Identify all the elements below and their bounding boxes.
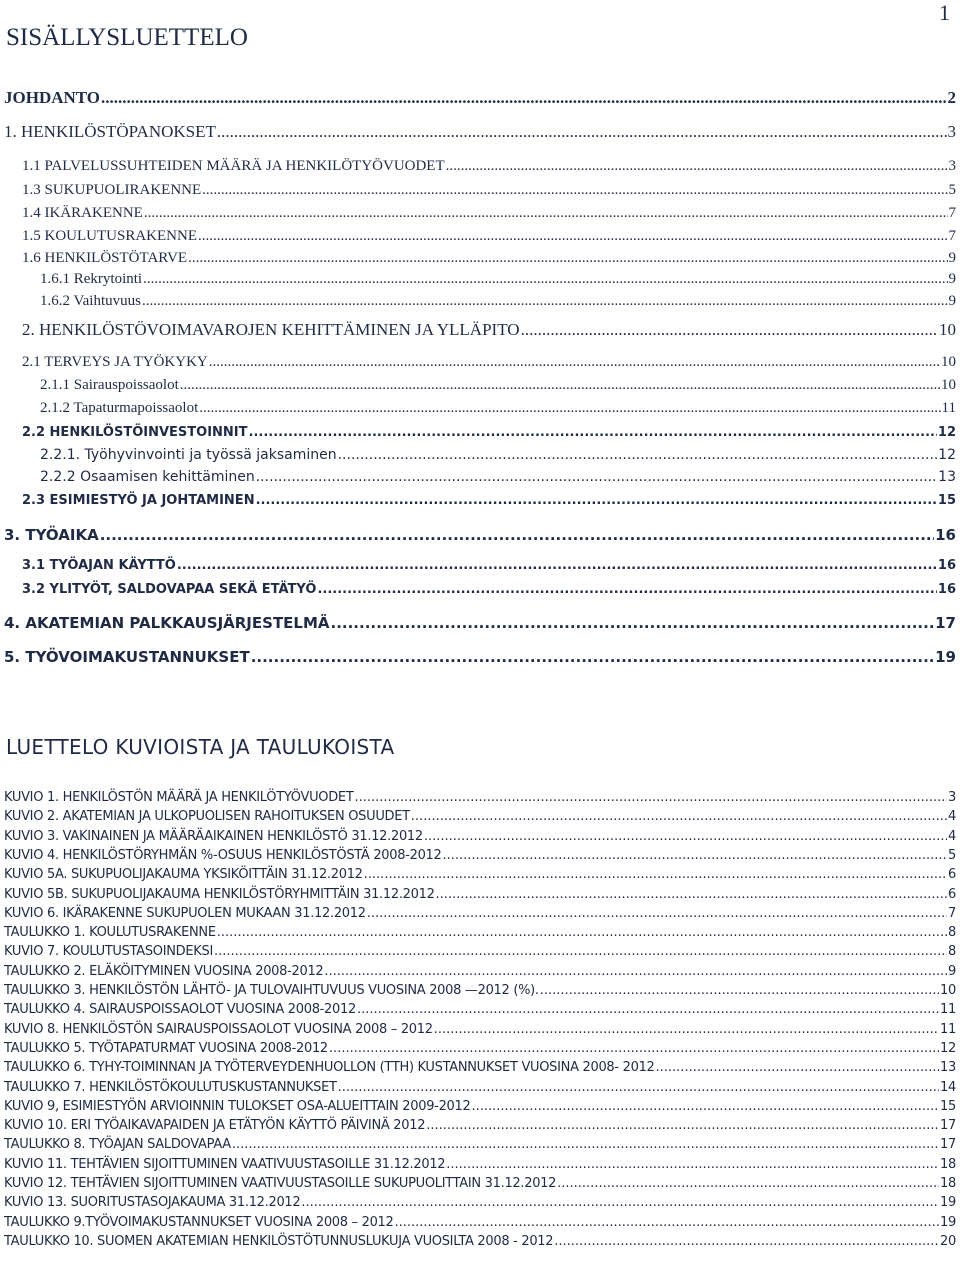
toc-entry[interactable] (22, 228, 956, 245)
dot-leader (198, 228, 948, 245)
figure-entry-page: 15 (940, 1098, 956, 1114)
figure-entry-page: 12 (940, 1040, 956, 1056)
figure-entry[interactable] (4, 1118, 956, 1133)
figure-entry-title: KUVIO 4. HENKILÖSTÖRYHMÄN %-OSUUS HENKILÖSTÖSTÄ 2008-2012 (4, 847, 442, 863)
figure-entry-page: 11 (940, 1021, 956, 1037)
toc-entry-title: 3. TYÖAIKA (4, 526, 99, 544)
dot-leader (202, 182, 947, 199)
dot-leader (338, 447, 938, 463)
dot-leader (317, 582, 936, 597)
figure-entry-page: 11 (940, 1002, 956, 1018)
toc-entry[interactable] (22, 558, 956, 573)
dot-leader (144, 205, 948, 222)
dot-leader (357, 1002, 939, 1017)
toc-entry[interactable] (22, 205, 956, 222)
toc-entry[interactable] (22, 493, 956, 508)
toc-entry[interactable] (4, 122, 956, 142)
toc-entry-page: 17 (935, 614, 956, 632)
figure-entry-page: 6 (948, 886, 956, 902)
figure-entry-title: KUVIO 13. SUORITUSTASOJAKAUMA 31.12.2012 (4, 1195, 301, 1211)
toc-entry-page: 9 (948, 271, 956, 287)
figure-entry-page: 3 (948, 790, 956, 805)
dot-leader (232, 1137, 939, 1152)
figure-entry-title: TAULUKKO 4. SAIRAUSPOISSAOLOT VUOSINA 2008-2012 (4, 1002, 356, 1018)
figure-entry-title: TAULUKKO 3. HENKILÖSTÖN LÄHTÖ- JA TULOVAIHTUVUUS VUOSINA 2008 —2012 (%). (4, 983, 539, 998)
toc-entry[interactable] (40, 400, 956, 417)
dot-leader (217, 925, 947, 940)
toc-entry-page: 16 (937, 558, 956, 573)
toc-entry-title: 3.2 YLITYÖT, SALDOVAPAA SEKÄ ETÄTYÖ (22, 582, 317, 597)
dot-leader (209, 354, 940, 371)
figure-entry-title: TAULUKKO 9.TYÖVOIMAKUSTANNUKSET VUOSINA 2008 – 2012 (4, 1214, 394, 1230)
toc-entry[interactable] (22, 250, 956, 267)
toc-entry-title: 1.4 IKÄRAKENNE (22, 205, 143, 221)
figure-entry-page: 17 (940, 1118, 956, 1134)
figure-entry-title: KUVIO 10. ERI TYÖAIKAVAPAIDEN JA ETÄTYÖN KÄYTTÖ PÄIVINÄ 2012 (4, 1118, 426, 1134)
toc-entry-title: 1.3 SUKUPUOLIRAKENNE (22, 182, 202, 198)
figure-entry-page: 7 (948, 905, 956, 921)
figure-entry-title: TAULUKKO 2. ELÄKÖITYMINEN VUOSINA 2008-2012 (4, 963, 324, 979)
dot-leader (364, 867, 947, 882)
figure-entry-title: KUVIO 5A. SUKUPUOLIJAKAUMA YKSIKÖITTÄIN 31.12.2012 (4, 867, 363, 883)
figure-entry-page: 4 (948, 809, 956, 825)
toc-entry[interactable] (4, 526, 956, 544)
toc-entry-page: 15 (937, 493, 956, 508)
figure-entry-page: 6 (948, 867, 956, 883)
dot-leader (143, 271, 947, 288)
figure-entry[interactable] (4, 1002, 956, 1017)
toc-entry-title: 2.1.2 Tapaturmapoissaolot (40, 400, 199, 416)
toc-entry[interactable] (40, 447, 956, 463)
figures-list-title: LUETTELO KUVIOISTA JA TAULUKOISTA (6, 735, 395, 759)
toc-entry-title: 1.6 HENKILÖSTÖTARVE (22, 250, 188, 266)
toc-entry-page: 10 (941, 354, 956, 370)
toc-entry-page: 9 (948, 250, 956, 266)
toc-entry-page: 3 (947, 122, 956, 141)
toc-entry-title: 4. AKATEMIAN PALKKAUSJÄRJESTELMÄ (4, 614, 330, 632)
figure-entry-page: 19 (940, 1195, 956, 1211)
toc-entry-title: 1.6.1 Rekrytointi (40, 271, 143, 287)
toc-entry-title: 2.2.1. Työhyvinvointi ja työssä jaksaminen (40, 447, 337, 463)
figure-entry-title: TAULUKKO 5. TYÖTAPATURMAT VUOSINA 2008-2012 (4, 1040, 328, 1056)
page-number: 1 (939, 0, 950, 25)
toc-entry[interactable] (22, 582, 956, 597)
figure-entry-page: 9 (948, 963, 956, 979)
toc-entry[interactable] (22, 158, 956, 175)
figure-entry-title: KUVIO 3. VAKINAINEN JA MÄÄRÄAIKAINEN HENKILÖSTÖ 31.12.2012 (4, 828, 423, 844)
figure-entry-page: 10 (940, 983, 956, 998)
figure-entry[interactable] (4, 1137, 956, 1152)
dot-leader (256, 469, 937, 485)
toc-entry-title: 1.6.2 Vaihtuvuus (40, 293, 141, 309)
toc-entry-page: 5 (948, 182, 956, 198)
figure-entry-title: KUVIO 7. KOULUTUSTASOINDEKSI (4, 944, 214, 960)
dot-leader (217, 122, 947, 142)
dot-leader (251, 648, 934, 666)
figure-entry[interactable] (4, 1195, 956, 1210)
dot-leader (338, 1080, 939, 1095)
figure-entry-title: KUVIO 12. TEHTÄVIEN SIJOITTUMINEN VAATIVUUSTASOILLE SUKUPUOLITTAIN 31.12.2012 (4, 1176, 557, 1191)
figure-entry[interactable] (4, 925, 956, 940)
figure-entry-title: TAULUKKO 7. HENKILÖSTÖKOULUTUSKUSTANNUKSET (4, 1079, 337, 1095)
dot-leader (540, 983, 939, 998)
figure-entry-title: KUVIO 11. TEHTÄVIEN SIJOITTUMINEN VAATIVUUSTASOILLE 31.12.2012 (4, 1156, 446, 1172)
toc-entry-page: 7 (948, 205, 956, 221)
dot-leader (354, 790, 947, 805)
dot-leader (656, 1060, 940, 1075)
figure-entry-title: TAULUKKO 1. KOULUTUSRAKENNE (4, 925, 216, 941)
figure-entry-page: 18 (940, 1156, 956, 1172)
dot-leader (471, 1099, 939, 1114)
figure-entry-page: 13 (940, 1060, 956, 1076)
toc-entry-page: 10 (939, 320, 956, 339)
figure-entry[interactable] (4, 944, 956, 959)
figure-entry-title: KUVIO 2. AKATEMIAN JA ULKOPUOLISEN RAHOITUKSEN OSUUDET (4, 809, 410, 825)
toc-entry[interactable] (40, 271, 956, 288)
dot-leader (101, 88, 946, 108)
toc-entry-page: 2 (947, 88, 956, 107)
dot-leader (411, 809, 947, 824)
toc-entry-title: 2.2 HENKILÖSTÖINVESTOINNIT (22, 425, 248, 440)
figure-entry-title: KUVIO 6. IKÄRAKENNE SUKUPUOLEN MUKAAN 31.12.2012 (4, 905, 366, 921)
figure-entry-page: 4 (948, 828, 956, 844)
toc-entry-page: 16 (935, 526, 956, 544)
figure-entry[interactable] (4, 1080, 956, 1095)
toc-entry[interactable] (4, 648, 956, 666)
dot-leader (100, 526, 934, 544)
figure-entry[interactable] (4, 790, 956, 805)
toc-entry[interactable] (4, 88, 956, 108)
figure-entry[interactable] (4, 1234, 956, 1249)
figure-entry[interactable] (4, 1022, 956, 1037)
figure-entry[interactable] (4, 1099, 956, 1114)
figure-entry-page: 14 (940, 1079, 956, 1095)
toc-entry-title: 1. HENKILÖSTÖPANOKSET (4, 122, 216, 141)
figure-entry[interactable] (4, 829, 956, 844)
figure-entry[interactable] (4, 887, 956, 902)
figure-entry-page: 8 (948, 944, 956, 960)
toc-entry-title: 2.1.1 Sairauspoissaolot (40, 377, 179, 393)
toc-entry-page: 7 (948, 228, 956, 244)
dot-leader (188, 250, 947, 267)
figure-entry-page: 19 (940, 1214, 956, 1230)
figure-entry-page: 8 (948, 925, 956, 941)
toc-entry-page: 10 (941, 377, 956, 393)
dot-leader (256, 493, 937, 508)
toc-entry[interactable] (22, 182, 956, 199)
figure-entry-page: 17 (940, 1137, 956, 1153)
dot-leader (324, 964, 947, 979)
dot-leader (446, 1157, 939, 1172)
toc-entry-title: 2.2.2 Osaamisen kehittäminen (40, 469, 255, 485)
figure-entry-title: TAULUKKO 10. SUOMEN AKATEMIAN HENKILÖSTÖTUNNUSLUKUJA VUOSILTA 2008 - 2012 (4, 1233, 554, 1249)
dot-leader (180, 377, 940, 394)
dot-leader (521, 320, 938, 340)
figure-entry[interactable] (4, 1215, 956, 1230)
dot-leader (554, 1234, 939, 1249)
figure-entry-page: 18 (940, 1176, 956, 1191)
toc-entry-page: 13 (938, 469, 956, 485)
dot-leader (443, 848, 948, 863)
dot-leader (301, 1195, 939, 1210)
figure-entry-title: KUVIO 8. HENKILÖSTÖN SAIRAUSPOISSAOLOT VUOSINA 2008 – 2012 (4, 1021, 433, 1037)
dot-leader (434, 1022, 939, 1037)
dot-leader (394, 1215, 939, 1230)
toc-entry-title: 1.5 KOULUTUSRAKENNE (22, 228, 197, 244)
figure-entry[interactable] (4, 1157, 956, 1172)
dot-leader (331, 614, 935, 632)
toc-entry[interactable] (40, 377, 956, 394)
toc-entry-title: 1.1 PALVELUSSUHTEIDEN MÄÄRÄ JA HENKILÖTYÖVUODET (22, 158, 445, 174)
figure-entry[interactable] (4, 867, 956, 882)
toc-entry-title: 2.1 TERVEYS JA TYÖKYKY (22, 354, 208, 370)
dot-leader (367, 906, 947, 921)
dot-leader (199, 400, 940, 417)
figure-entry[interactable] (4, 906, 956, 921)
figure-entry[interactable] (4, 848, 956, 863)
figure-entry[interactable] (4, 983, 956, 998)
toc-entry[interactable] (4, 614, 956, 632)
figure-entry-title: TAULUKKO 8. TYÖAJAN SALDOVAPAA (4, 1137, 231, 1153)
dot-leader (446, 158, 948, 175)
dot-leader (426, 1118, 939, 1133)
toc-entry-title: JOHDANTO (4, 88, 101, 107)
figure-entry-page: 20 (940, 1233, 956, 1249)
figure-entry-title: TAULUKKO 6. TYHY-TOIMINNAN JA TYÖTERVEYDENHUOLLON (TTH) KUSTANNUKSET VUOSINA 2008- 2012 (4, 1060, 655, 1076)
figure-entry[interactable] (4, 1041, 956, 1056)
figure-entry[interactable] (4, 809, 956, 824)
toc-entry-title: 5. TYÖVOIMAKUSTANNUKSET (4, 648, 250, 666)
figure-entry[interactable] (4, 1060, 956, 1075)
toc-entry-title: 2. HENKILÖSTÖVOIMAVAROJEN KEHITTÄMINEN JA YLLÄPITO (22, 320, 520, 339)
dot-leader (177, 558, 937, 573)
dot-leader (329, 1041, 939, 1056)
figure-entry[interactable] (4, 1176, 956, 1191)
dot-leader (436, 887, 947, 902)
toc-entry-page: 12 (938, 447, 956, 463)
toc-entry-title: 3.1 TYÖAJAN KÄYTTÖ (22, 558, 176, 573)
dot-leader (557, 1176, 939, 1191)
figure-entry-title: KUVIO 1. HENKILÖSTÖN MÄÄRÄ JA HENKILÖTYÖVUODET (4, 790, 354, 805)
toc-entry[interactable] (40, 293, 956, 310)
figure-entry-title: KUVIO 9, ESIMIESTYÖN ARVIOINNIN TULOKSET OSA-ALUEITTAIN 2009-2012 (4, 1098, 471, 1114)
toc-entry[interactable] (22, 354, 956, 371)
toc-entry-page: 11 (941, 400, 956, 416)
toc-entry[interactable] (22, 320, 956, 340)
figure-entry-title: KUVIO 5B. SUKUPUOLIJAKAUMA HENKILÖSTÖRYHMITTÄIN 31.12.2012 (4, 886, 435, 902)
toc-entry-page: 12 (937, 425, 956, 440)
dot-leader (249, 425, 937, 440)
toc-entry-page: 3 (948, 158, 956, 174)
dot-leader (214, 944, 947, 959)
toc-title: SISÄLLYSLUETTELO (6, 24, 248, 51)
toc-entry[interactable] (22, 425, 956, 440)
dot-leader (424, 829, 947, 844)
dot-leader (142, 293, 948, 310)
toc-entry[interactable] (40, 469, 956, 485)
toc-entry-page: 9 (948, 293, 956, 309)
toc-entry-page: 19 (935, 648, 956, 666)
toc-entry-page: 16 (937, 582, 956, 597)
toc-entry-title: 2.3 ESIMIESTYÖ JA JOHTAMINEN (22, 493, 255, 508)
figure-entry[interactable] (4, 964, 956, 979)
figure-entry-page: 5 (948, 847, 956, 863)
